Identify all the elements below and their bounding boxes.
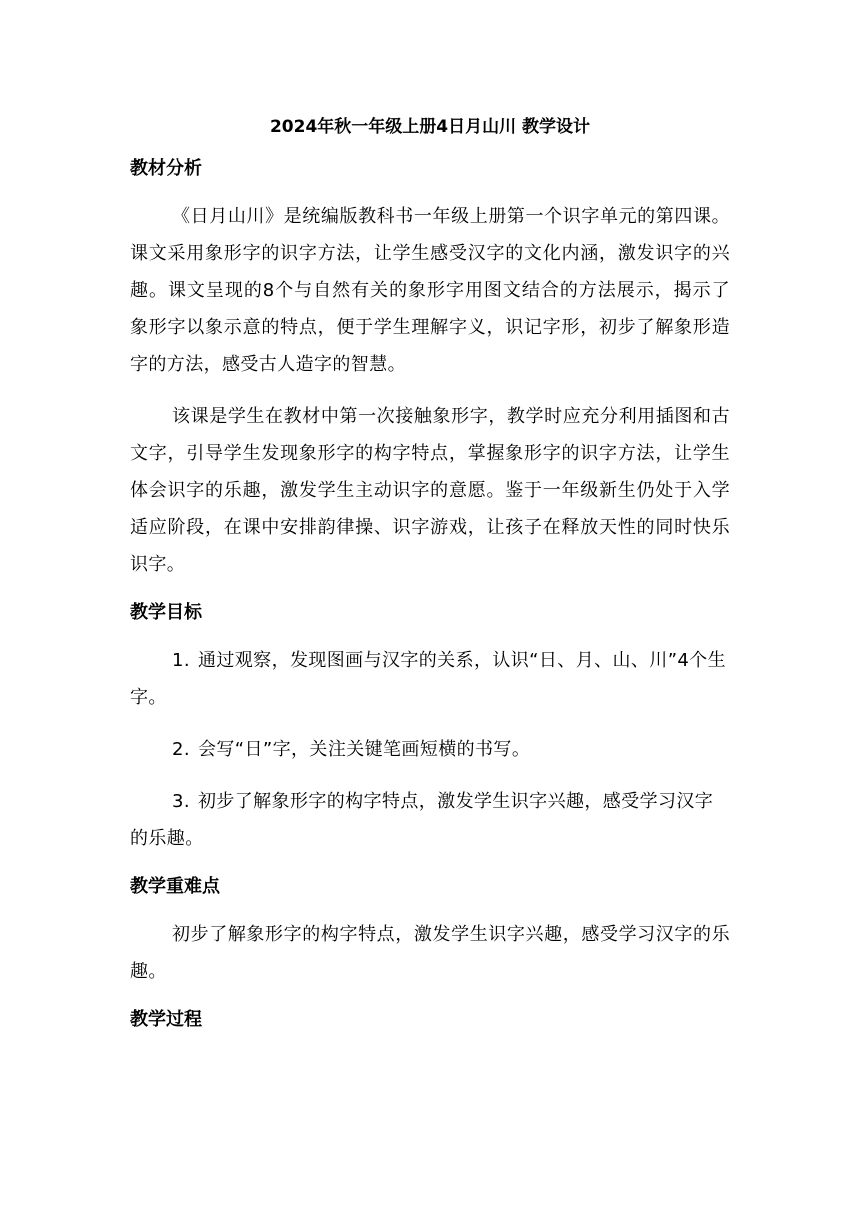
objective-item-3	[130, 783, 730, 857]
objective-number: 2.	[172, 739, 190, 760]
paragraph-analysis-1: 《日月山川》是统编版教科书一年级上册第一个识字单元的第四课。课文采用象形字的识字方法，让学生感受汉字的文化内涵，激发识字的兴趣。课文呈现的8个与自然有关的象形字用图文结合的方法展示，揭示了象形字以象示意的特点，便于学生理解字义，识记字形，初步了解象形造字的方法，感受古人造字的智慧。	[130, 206, 730, 375]
objective-text: 会写“日”字，关注关键笔画短横的书写。	[197, 739, 531, 760]
section-heading-key-points: 教学重难点	[130, 876, 220, 897]
document-page	[130, 112, 730, 1049]
section-heading-objectives: 教学目标	[130, 602, 202, 623]
objective-text: 初步了解象形字的构字特点，激发学生识字兴趣，感受学习汉字的乐趣。	[130, 791, 714, 849]
objective-item-1	[130, 642, 730, 716]
document-title: 2024年秋一年级上册4日月山川 教学设计	[269, 117, 591, 137]
objective-number: 1.	[172, 650, 190, 671]
paragraph-key-points: 初步了解象形字的构字特点，激发学生识字兴趣，感受学习汉字的乐趣。	[130, 924, 730, 982]
objective-item-2	[130, 731, 730, 768]
objective-text: 通过观察，发现图画与汉字的关系，认识“日、月、山、川”4个生字。	[130, 650, 727, 708]
paragraph-analysis-2: 该课是学生在教材中第一次接触象形字，教学时应充分利用插图和古文字，引导学生发现象形字的构字特点，掌握象形字的识字方法，让学生体会识字的乐趣，激发学生主动识字的意愿。鉴于一年级新生仍处于入学适应阶段，在课中安排韵律操、识字游戏，让孩子在释放天性的同时快乐识字。	[130, 406, 730, 575]
section-heading-process: 教学过程	[130, 1009, 202, 1030]
section-heading-analysis: 教材分析	[130, 158, 202, 179]
objective-number: 3.	[172, 791, 190, 812]
